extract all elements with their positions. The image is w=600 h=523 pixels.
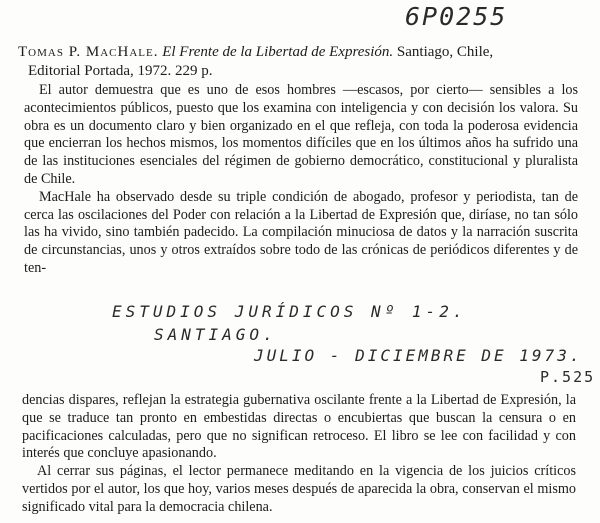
handwritten-date: JULIO - DICIEMBRE DE 1973. — [254, 346, 583, 365]
paragraph: dencias dispares, reflejan la estrategia gubernativa oscilante frente a la Libertad de Expresión, la que se traduce tan pronto en embestidas directas o encubiertas que buscan la censura o en pacificaciones calculadas, pero que no significan retroceso. El libro se lee con facilidad y con interés que concluye apasionando. — [22, 392, 576, 462]
book-author: Tomas P. MacHale. — [18, 44, 159, 60]
paragraph: El autor demuestra que es uno de esos hombres —escasos, por cierto— sensibles a los acontecimientos públicos, puesto que los examina con inteligencia y con decisión los valora. Su obra es un documento claro y bien organizado en el que refleja, con toda la poderosa evidencia que encierran los hechos mismos, los momentos difíciles que en los últimos años ha sufrido una de las instituciones esenciales del régimen de gobierno democrático, constitucional y pluralista de Chile. — [24, 82, 578, 187]
review-text-bottom — [22, 392, 576, 517]
handwritten-page: P.525 — [540, 368, 596, 386]
handwritten-city: SANTIAGO. — [154, 325, 277, 344]
book-citation — [18, 43, 576, 81]
paragraph: MacHale ha observado desde su triple condición de abogado, profesor y periodista, tan de cerca las oscilaciones del Poder con relación a la Libertad de Expresión que, diríase, no tan sólo las ha vivido, sino también padecido. La compilación minuciosa de datos y la narración suscrita de circunstancias, unos y otros extraídos sobre todo de las crónicas de periódicos diferentes y de ten- — [24, 188, 578, 276]
book-place: Santiago, Chile, — [396, 44, 494, 60]
review-text-top — [24, 82, 578, 278]
citation-line-1 — [18, 43, 576, 62]
book-title: El Frente de la Libertad de Expresión. — [162, 44, 394, 60]
book-publisher: Editorial Portada, 1972. 229 p. — [28, 63, 213, 79]
catalog-number: 6P0255 — [405, 2, 508, 31]
paragraph: Al cerrar sus páginas, el lector permanece meditando en la vigencia de los juicios críticos vertidos por el autor, los que hoy, varios meses después de aparecida la obra, conservan el mismo significado vital para la democracia chilena. — [22, 463, 576, 515]
handwritten-journal: ESTUDIOS JURÍDICOS Nº 1-2. — [112, 302, 467, 321]
